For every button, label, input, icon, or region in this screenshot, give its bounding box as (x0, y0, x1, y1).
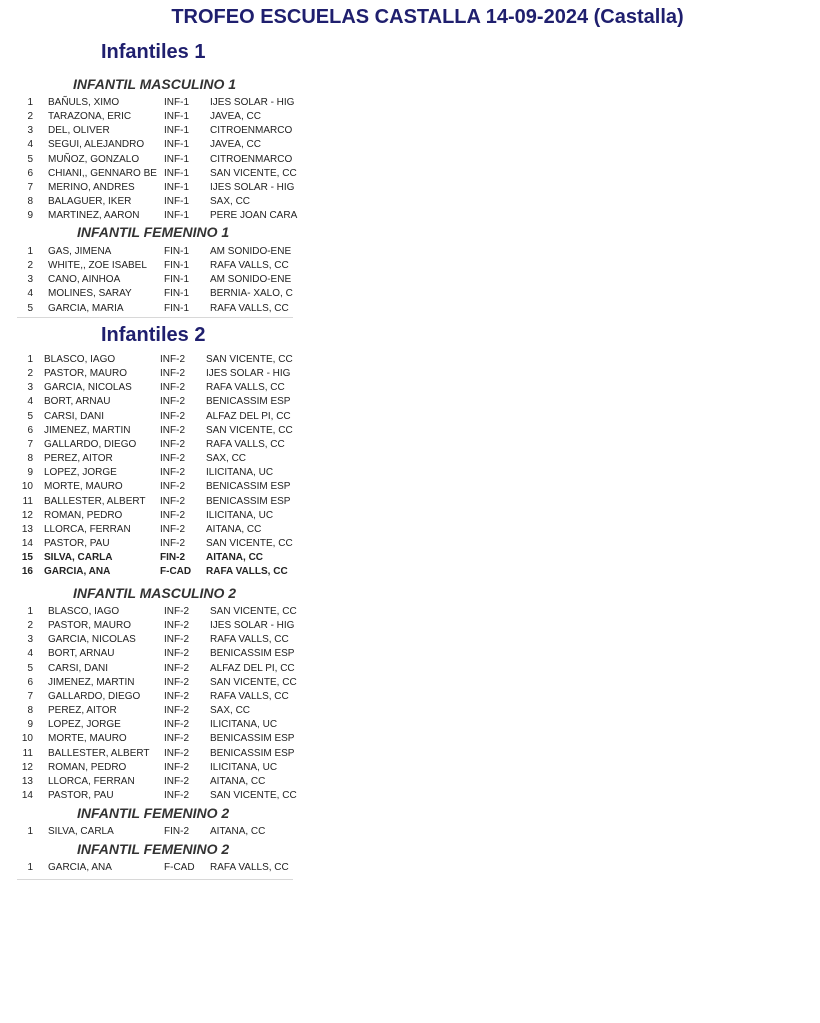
table-row (0, 537, 300, 551)
rider-name-cell: CHIANI,, GENNARO BE (48, 167, 157, 179)
rider-name-cell: WHITE,, ZOE ISABEL (48, 260, 147, 272)
table-row (0, 761, 300, 775)
position-cell: 9 (27, 467, 33, 479)
club-cell: ALFAZ DEL PI, CC (210, 662, 295, 674)
position-cell: 1 (27, 246, 33, 257)
category-cell: INF-2 (160, 382, 185, 394)
club-cell: SAN VICENTE, CC (206, 354, 293, 365)
category-cell: INF-2 (164, 747, 189, 759)
category-cell: INF-1 (164, 125, 189, 137)
category-cell: INF-1 (164, 139, 189, 151)
position-cell: 8 (27, 705, 33, 717)
category-cell: INF-2 (160, 523, 185, 535)
club-cell: RAFA VALLS, CC (210, 260, 289, 272)
rider-name-cell: MORTE, MAURO (44, 481, 123, 493)
club-cell: BERNIA- XALO, C (210, 288, 293, 300)
table-row (0, 551, 300, 565)
table-row (0, 367, 300, 381)
club-cell: BENICASSIM ESP (206, 396, 291, 408)
rider-name-cell: MOLINES, SARAY (48, 288, 132, 300)
table-row (0, 861, 300, 875)
rider-name-cell: ROMAN, PEDRO (44, 509, 123, 521)
table-row (0, 381, 300, 395)
position-cell: 1 (27, 826, 33, 837)
club-cell: IJES SOLAR - HIG (210, 97, 295, 108)
club-cell: SAN VICENTE, CC (206, 537, 293, 549)
position-cell: 7 (27, 438, 33, 450)
table-row (0, 732, 300, 746)
position-cell: 16 (21, 566, 33, 578)
table-row (0, 195, 300, 209)
category-cell: INF-1 (164, 167, 189, 179)
rider-name-cell: GALLARDO, DIEGO (44, 438, 137, 450)
category-cell: INF-2 (160, 368, 185, 380)
rider-name-cell: MARTINEZ, AARON (48, 210, 140, 222)
rider-name-cell: SILVA, CARLA (48, 826, 114, 837)
position-cell: 5 (27, 662, 33, 674)
category-cell: FIN-2 (164, 826, 189, 837)
club-cell: AITANA, CC (206, 552, 264, 564)
section-title-infantiles-1: Infantiles 1 (101, 41, 206, 63)
rider-name-cell: GARCIA, ANA (44, 566, 111, 578)
position-cell: 11 (22, 495, 33, 507)
rider-name-cell: MORTE, MAURO (48, 733, 127, 745)
section-title-infantiles-2: Infantiles 2 (101, 324, 206, 346)
position-cell: 14 (21, 537, 33, 549)
category-cell: INF-2 (164, 690, 189, 702)
category-cell: INF-2 (164, 648, 189, 660)
club-cell: AM SONIDO-ENE (210, 246, 292, 257)
category-title-infantil-masculino-1: INFANTIL MASCULINO 1 (73, 76, 237, 92)
position-cell: 3 (27, 274, 33, 286)
position-cell: 5 (27, 302, 33, 314)
position-cell: 11 (22, 747, 33, 759)
position-cell: 8 (27, 453, 33, 465)
club-cell: IJES SOLAR - HIG (210, 181, 295, 193)
table-row (0, 633, 300, 647)
table-row (0, 245, 300, 259)
rider-name-cell: DEL, OLIVER (48, 125, 110, 137)
table-row (0, 395, 300, 409)
position-cell: 2 (27, 368, 33, 380)
position-cell: 4 (27, 139, 33, 151)
category-cell: INF-2 (164, 719, 189, 731)
club-cell: BENICASSIM ESP (210, 747, 295, 759)
position-cell: 10 (21, 733, 33, 745)
category-cell: FIN-1 (164, 288, 189, 300)
rider-name-cell: BALLESTER, ALBERT (48, 747, 150, 759)
rider-name-cell: BLASCO, IAGO (48, 606, 120, 617)
rider-name-cell: PASTOR, MAURO (48, 620, 131, 632)
table-row (0, 704, 300, 718)
club-cell: CITROENMARCO (210, 153, 293, 165)
club-cell: SAN VICENTE, CC (210, 606, 297, 617)
club-cell: SAN VICENTE, CC (210, 789, 297, 801)
position-cell: 6 (27, 167, 33, 179)
category-cell: INF-2 (164, 705, 189, 717)
table-row (0, 452, 300, 466)
category-cell: INF-1 (164, 97, 189, 108)
table-row (0, 353, 300, 367)
table-row (0, 662, 300, 676)
category-cell: FIN-1 (164, 274, 189, 286)
table-row (0, 619, 300, 633)
category-cell: INF-2 (160, 396, 185, 408)
category-cell: INF-1 (164, 181, 189, 193)
category-cell: INF-2 (164, 676, 189, 688)
club-cell: AM SONIDO-ENE (210, 274, 292, 286)
category-cell: INF-2 (160, 453, 185, 465)
category-cell: INF-2 (164, 620, 189, 632)
table-row (0, 523, 300, 537)
club-cell: RAFA VALLS, CC (210, 690, 289, 702)
club-cell: PERE JOAN CARA (210, 210, 298, 222)
section-separator (17, 317, 293, 318)
club-cell: BENICASSIM ESP (206, 481, 291, 493)
club-cell: AITANA, CC (210, 775, 266, 787)
table-row (0, 690, 300, 704)
category-cell: INF-2 (160, 354, 185, 365)
category-cell: INF-2 (164, 761, 189, 773)
position-cell: 4 (27, 288, 33, 300)
table-row (0, 495, 300, 509)
club-cell: JAVEA, CC (210, 111, 261, 123)
position-cell: 1 (27, 862, 33, 873)
table-row (0, 138, 300, 152)
table-row (0, 153, 300, 167)
position-cell: 15 (21, 552, 33, 564)
rider-name-cell: BAÑULS, XIMO (48, 97, 120, 108)
club-cell: JAVEA, CC (210, 139, 261, 151)
table-row (0, 209, 300, 223)
rider-name-cell: BORT, ARNAU (44, 396, 111, 408)
rider-name-cell: MERINO, ANDRES (48, 181, 135, 193)
category-cell: INF-2 (160, 424, 185, 436)
position-cell: 12 (21, 761, 33, 773)
club-cell: IJES SOLAR - HIG (210, 620, 295, 632)
category-title-infantil-femenino-2: INFANTIL FEMENINO 2 (77, 805, 230, 821)
table-row (0, 825, 300, 839)
table-row (0, 466, 300, 480)
table-row (0, 438, 300, 452)
position-cell: 3 (27, 634, 33, 646)
table-row (0, 110, 300, 124)
table-row (0, 302, 300, 316)
table-row (0, 565, 300, 579)
club-cell: BENICASSIM ESP (206, 495, 291, 507)
position-cell: 3 (27, 125, 33, 137)
club-cell: SAX, CC (210, 196, 251, 208)
club-cell: RAFA VALLS, CC (206, 438, 285, 450)
position-cell: 1 (27, 97, 33, 108)
category-cell: F-CAD (160, 566, 192, 578)
position-cell: 8 (27, 196, 33, 208)
rider-name-cell: BLASCO, IAGO (44, 354, 116, 365)
rider-name-cell: GARCIA, NICOLAS (44, 382, 132, 394)
rider-name-cell: JIMENEZ, MARTIN (48, 676, 135, 688)
club-cell: SAN VICENTE, CC (210, 676, 297, 688)
club-cell: IJES SOLAR - HIG (206, 368, 291, 380)
rider-name-cell: PASTOR, PAU (44, 537, 110, 549)
table-row (0, 287, 300, 301)
rider-name-cell: SEGUI, ALEJANDRO (48, 139, 145, 151)
club-cell: ILICITANA, UC (210, 719, 278, 731)
category-cell: INF-2 (164, 775, 189, 787)
table-row (0, 96, 300, 110)
position-cell: 4 (27, 396, 33, 408)
rider-name-cell: GAS, JIMENA (48, 246, 112, 257)
page-title: TROFEO ESCUELAS CASTALLA 14-09-2024 (Castalla) (171, 6, 684, 28)
club-cell: BENICASSIM ESP (210, 733, 295, 745)
position-cell: 10 (21, 481, 33, 493)
category-cell: FIN-1 (164, 260, 189, 272)
category-cell: FIN-1 (164, 246, 189, 257)
club-cell: SAX, CC (210, 705, 251, 717)
rider-name-cell: BORT, ARNAU (48, 648, 115, 660)
table-row (0, 259, 300, 273)
club-cell: ILICITANA, UC (206, 509, 274, 521)
category-cell: INF-2 (164, 789, 189, 801)
rider-name-cell: MUÑOZ, GONZALO (48, 153, 140, 165)
club-cell: RAFA VALLS, CC (210, 634, 289, 646)
table-row (0, 167, 300, 181)
table-row (0, 424, 300, 438)
position-cell: 1 (27, 606, 33, 617)
position-cell: 13 (21, 523, 33, 535)
position-cell: 12 (21, 509, 33, 521)
rider-name-cell: LLORCA, FERRAN (48, 775, 135, 787)
rider-name-cell: GARCIA, MARIA (48, 302, 124, 314)
rider-name-cell: PEREZ, AITOR (44, 453, 113, 465)
table-row (0, 480, 300, 494)
club-cell: RAFA VALLS, CC (206, 382, 285, 394)
rider-name-cell: CARSI, DANI (48, 662, 109, 674)
position-cell: 2 (27, 620, 33, 632)
category-cell: INF-1 (164, 111, 189, 123)
table-row (0, 124, 300, 138)
table-row (0, 718, 300, 732)
rider-name-cell: BALAGUER, IKER (48, 196, 132, 208)
table-row (0, 509, 300, 523)
category-cell: INF-1 (164, 210, 189, 222)
rider-name-cell: ROMAN, PEDRO (48, 761, 127, 773)
club-cell: SAN VICENTE, CC (206, 424, 293, 436)
rider-name-cell: PEREZ, AITOR (48, 705, 117, 717)
club-cell: CITROENMARCO (210, 125, 293, 137)
table-row (0, 410, 300, 424)
rider-name-cell: LLORCA, FERRAN (44, 523, 131, 535)
category-title-infantil-masculino-2: INFANTIL MASCULINO 2 (73, 585, 237, 601)
club-cell: AITANA, CC (210, 826, 266, 837)
rider-name-cell: CARSI, DANI (44, 410, 105, 422)
club-cell: RAFA VALLS, CC (206, 566, 288, 578)
position-cell: 4 (27, 648, 33, 660)
category-cell: INF-1 (164, 153, 189, 165)
position-cell: 6 (27, 424, 33, 436)
category-cell: INF-2 (164, 634, 189, 646)
category-cell: FIN-1 (164, 302, 189, 314)
category-title-infantil-femenino-1: INFANTIL FEMENINO 1 (77, 224, 230, 240)
club-cell: BENICASSIM ESP (210, 648, 295, 660)
club-cell: RAFA VALLS, CC (210, 302, 289, 314)
category-cell: INF-2 (160, 495, 185, 507)
table-row (0, 676, 300, 690)
category-cell: INF-2 (160, 410, 185, 422)
section-separator (17, 879, 293, 880)
rider-name-cell: JIMENEZ, MARTIN (44, 424, 131, 436)
position-cell: 9 (27, 210, 33, 222)
club-cell: AITANA, CC (206, 523, 262, 535)
rider-name-cell: GARCIA, NICOLAS (48, 634, 136, 646)
position-cell: 1 (27, 354, 33, 365)
rider-name-cell: BALLESTER, ALBERT (44, 495, 146, 507)
category-cell: INF-2 (164, 662, 189, 674)
rider-name-cell: SILVA, CARLA (44, 552, 113, 564)
category-cell: INF-1 (164, 196, 189, 208)
category-cell: INF-2 (160, 509, 185, 521)
position-cell: 2 (27, 260, 33, 272)
position-cell: 5 (27, 153, 33, 165)
rider-name-cell: PASTOR, MAURO (44, 368, 127, 380)
rider-name-cell: PASTOR, PAU (48, 789, 114, 801)
category-cell: INF-2 (160, 481, 185, 493)
table-row (0, 775, 300, 789)
table-row (0, 273, 300, 287)
position-cell: 6 (27, 676, 33, 688)
rider-name-cell: GARCIA, ANA (48, 862, 112, 873)
category-cell: INF-2 (160, 537, 185, 549)
position-cell: 14 (21, 789, 33, 801)
club-cell: ILICITANA, UC (210, 761, 278, 773)
rider-name-cell: LOPEZ, JORGE (48, 719, 121, 731)
rider-name-cell: CANO, AINHOA (48, 274, 121, 286)
club-cell: RAFA VALLS, CC (210, 862, 289, 873)
position-cell: 2 (27, 111, 33, 123)
club-cell: SAN VICENTE, CC (210, 167, 297, 179)
table-row (0, 181, 300, 195)
table-row (0, 605, 300, 619)
club-cell: ALFAZ DEL PI, CC (206, 410, 291, 422)
club-cell: ILICITANA, UC (206, 467, 274, 479)
category-cell: INF-2 (164, 733, 189, 745)
position-cell: 7 (27, 690, 33, 702)
club-cell: SAX, CC (206, 453, 247, 465)
table-row (0, 747, 300, 761)
position-cell: 7 (27, 181, 33, 193)
position-cell: 9 (27, 719, 33, 731)
category-cell: FIN-2 (160, 552, 185, 564)
position-cell: 13 (21, 775, 33, 787)
category-cell: INF-2 (160, 467, 185, 479)
rider-name-cell: TARAZONA, ERIC (48, 111, 132, 123)
position-cell: 3 (27, 382, 33, 394)
rider-name-cell: GALLARDO, DIEGO (48, 690, 141, 702)
table-row (0, 647, 300, 661)
category-cell: INF-2 (164, 606, 189, 617)
category-title-infantil-femenino-2b: INFANTIL FEMENINO 2 (77, 841, 230, 857)
position-cell: 5 (27, 410, 33, 422)
category-cell: F-CAD (164, 862, 195, 873)
table-row (0, 789, 300, 803)
category-cell: INF-2 (160, 438, 185, 450)
rider-name-cell: LOPEZ, JORGE (44, 467, 117, 479)
